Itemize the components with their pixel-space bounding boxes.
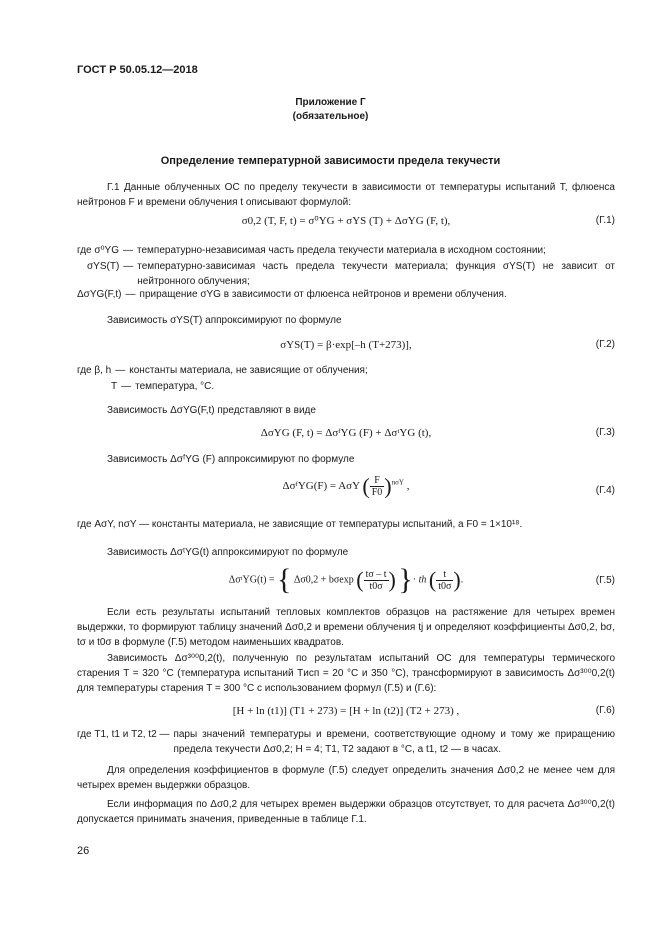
paren-close: ) — [453, 567, 461, 592]
definition-symbol: ΔσYG(F,t) — [77, 289, 122, 300]
definition-symbol: где σ⁰YG — [77, 245, 120, 256]
formula-g5: ΔσᵗYG(t) = { Δσ0,2 + bσexp ( $\frac{t\sigma - t}{t0\sigma}$ ) }· th ( $\frac{t}{t0\sigma}$ ). — [228, 563, 464, 596]
formula-g4-exponent: nσY — [391, 478, 404, 487]
definition-text: температурно-независимая часть предела текучести материала в исходном состоянии; — [137, 245, 546, 256]
appendix-subtitle: (обязательное) — [292, 111, 369, 122]
page-number: 26 — [77, 845, 90, 857]
paren-close: ) — [384, 473, 392, 499]
definition-dash: — — [125, 289, 136, 300]
definition-dash: — — [121, 381, 132, 392]
definition-text: температура, °С. — [135, 381, 215, 392]
fraction-denominator: t0σ — [438, 580, 452, 592]
brace-open: { — [277, 563, 292, 596]
definition-text: пары значений температуры и времени, соответствующие одному и тому же приращению предела текучести Δσ0,2; H = 4; T1, T2 задают в °С, а t1, t2 — в часах. — [173, 729, 615, 755]
definition-symbol: где β, h — [77, 365, 112, 376]
paren-open: ( — [356, 567, 364, 592]
fraction — [436, 569, 453, 592]
definition-dash: — — [123, 261, 134, 272]
formula-g2: σYS(T) = β·exp[–h (T+273)], — [280, 339, 412, 351]
formula-g5-lhs: ΔσᵗYG(t) = — [228, 574, 275, 586]
paragraph-4: Зависимость ΔσᶠYG (F) аппроксимируют по формуле — [107, 454, 355, 465]
fraction-numerator: F — [370, 475, 385, 487]
formula-g6-number: (Г.6) — [595, 705, 615, 716]
paragraph-11: Если информация по Δσ0,2 для четырех времен выдержки образцов отсутствует, то для расчета Δσ³⁰⁰0,2(t) допускается принимать значения, приведенные в таблице Г.1. — [77, 799, 615, 825]
definition-dash: — — [123, 245, 134, 256]
definition-text: константы материала, не зависящие от облучения; — [129, 365, 368, 376]
paragraph-10: Для определения коэффициентов в формуле (Г.5) следует определить значения Δσ0,2 не менее чем для четырех времен выдержки образцов. — [77, 765, 615, 791]
definition-row — [77, 259, 615, 289]
paragraph-8: Зависимость Δσ³⁰⁰0,2(t), полученную по результатам испытаний ОС для температуры термического старения T = 320 °С (температура испытаний Tисп = 20 °С и 350 °С), трансформируют в зависимость Δσ³⁰⁰0,2(t) для температуры старения T = 300 °С с использованием формул (Г.5) и (Г.6): — [77, 653, 615, 694]
paragraph-1: Г.1 Данные облученных ОС по пределу текучести в зависимости от температуры испытаний T, флюенса нейтронов F и времени облучения t описывают формулой: — [77, 182, 615, 208]
paragraph-2: Зависимость σYS(T) аппроксимируют по формуле — [107, 315, 342, 326]
section-title: Определение температурной зависимости предела текучести — [160, 155, 501, 167]
fraction-denominator: F0 — [371, 487, 383, 498]
fraction-denominator: t0σ — [369, 580, 383, 592]
fraction-numerator: tσ – t — [365, 568, 387, 580]
definition-row — [77, 243, 615, 258]
definition-row — [77, 727, 615, 757]
formula-g4: ΔσᶠYG(F) = AσY ( $\frac{F}{F0}$ )$^{n\sigma Y}$ , — [282, 473, 410, 499]
formula-g1: σ0,2 (T, F, t) = σ⁰YG + σYS (T) + ΔσYG (F, t), — [241, 215, 451, 227]
brace-close: } — [398, 563, 413, 596]
definition-symbol: T — [111, 381, 118, 392]
formula-g3: ΔσYG (F, t) = ΔσᶠYG (F) + ΔσᵗYG (t), — [260, 427, 432, 439]
formula-g6: [H + ln (t1)] (T1 + 273) = [H + ln (t2)] (T2 + 273) , — [232, 705, 460, 717]
formula-g2-number: (Г.2) — [595, 339, 615, 350]
definition-row — [77, 287, 615, 302]
formula-g3-number: (Г.3) — [595, 427, 615, 438]
formula-g5-number: (Г.5) — [595, 575, 615, 586]
definition-row — [77, 363, 615, 378]
formula-g5-inner: Δσ0,2 + bσexp — [293, 574, 354, 586]
definition-text: температурно-зависимая часть предела текучести материала; функция σYS(T) не зависит от нейтронного облучения; — [137, 261, 615, 287]
paragraph-7: Если есть результаты испытаний тепловых комплектов образцов на растяжение для четырех времен выдержки, то формируют таблицу значений Δσ0,2 и времени облучения tj и определяют коэффициенты Δσ0,2, bσ, tσ и t0σ в формуле (Г.5) методом наименьших квадратов. — [77, 607, 615, 648]
fraction-numerator: t — [436, 569, 453, 581]
definition-symbol: σYS(T) — [87, 261, 120, 272]
definition-symbol: где T1, t1 и T2, t2 — — [77, 729, 170, 740]
document-header: ГОСТ Р 50.05.12—2018 — [77, 64, 198, 76]
appendix-title: Приложение Г — [295, 97, 366, 108]
paragraph-3: Зависимость ΔσYG(F,t) представляют в виде — [107, 405, 316, 416]
fraction — [370, 475, 385, 498]
paren-open: ( — [362, 473, 370, 499]
definition-text: приращение σYG в зависимости от флюенса нейтронов и времени облучения. — [139, 289, 507, 300]
formula-g4-lhs: ΔσᶠYG(F) = AσY — [282, 480, 360, 493]
fraction — [364, 569, 389, 592]
formula-g4-number: (Г.4) — [595, 485, 615, 496]
definition-row — [77, 379, 615, 394]
paren-close: ) — [388, 567, 396, 592]
paragraph-5: где AσY, nσY — константы материала, не зависящие от температуры испытаний, а F0 = 1×10¹⁸. — [77, 519, 523, 530]
formula-g1-number: (Г.1) — [595, 215, 615, 226]
paren-open: ( — [428, 567, 437, 592]
definition-dash: — — [115, 365, 126, 376]
paragraph-6: Зависимость ΔσᵗYG(t) аппроксимируют по формуле — [107, 547, 349, 558]
